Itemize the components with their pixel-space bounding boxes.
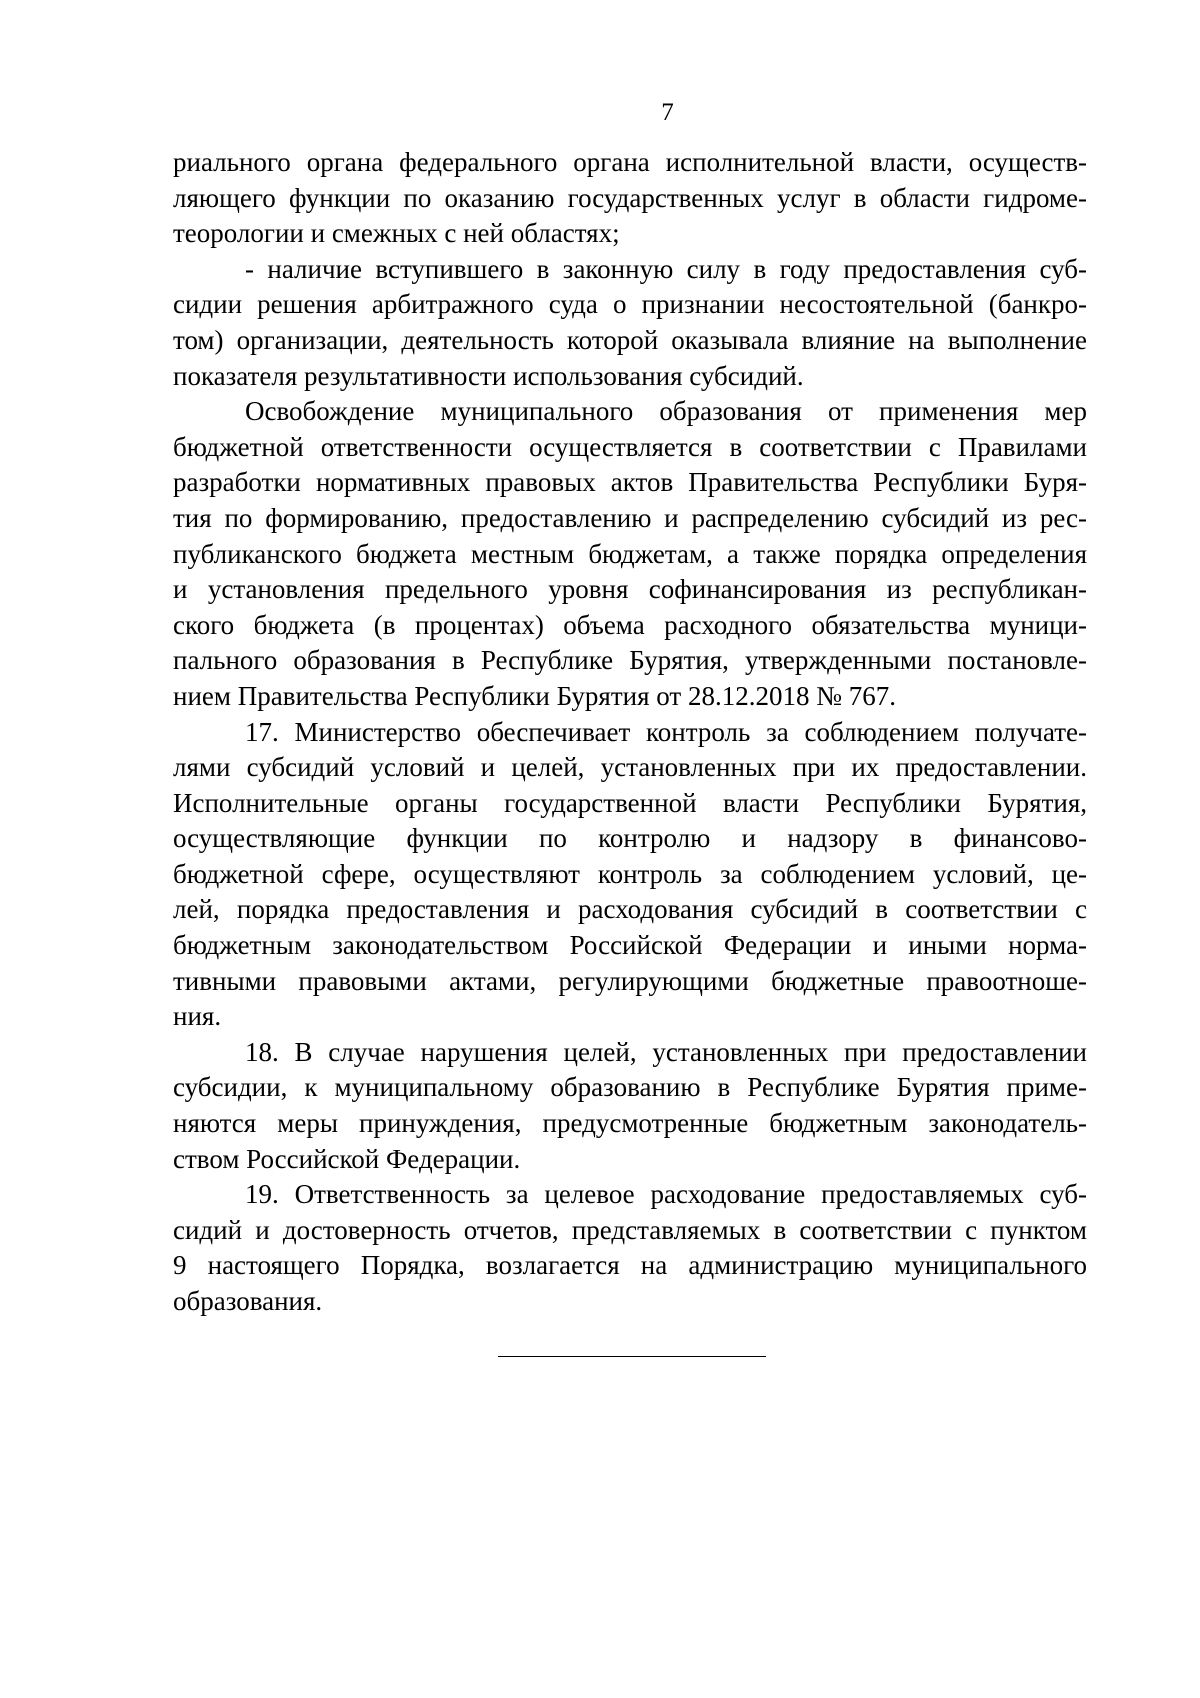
text-line: ством Российской Федерации.: [173, 1143, 521, 1174]
text-line: тия по формированию, предоставлению и распределению субсидий из рес-: [173, 502, 1087, 533]
text-line: лей, порядка предоставления и расходования субсидий в соответствии с: [173, 894, 1087, 925]
paragraph: [173, 715, 1087, 1035]
text-line: разработки нормативных правовых актов Правительства Республики Буря-: [173, 467, 1087, 498]
paragraph: [173, 1035, 1087, 1177]
text-line: образования.: [173, 1286, 323, 1316]
paragraph: [173, 394, 1087, 714]
text-line: Освобождение муниципального образования от применения мер: [245, 396, 1087, 427]
text-line: 17. Министерство обеспечивает контроль за соблюдением получате-: [245, 716, 1087, 747]
text-line: 19. Ответственность за целевое расходование предоставляемых суб-: [245, 1179, 1087, 1210]
text-line: 18. В случае нарушения целей, установленных при предоставлении: [245, 1036, 1087, 1067]
paragraph: [173, 252, 1087, 394]
text-line: ния.: [173, 1001, 222, 1032]
text-line: бюджетной сфере, осуществляют контроль за соблюдением условий, це-: [173, 858, 1087, 889]
text-line: публиканского бюджета местным бюджетам, а также порядка определения: [173, 538, 1087, 569]
text-line: осуществляющие функции по контролю и надзору в финансово-: [173, 823, 1087, 854]
paragraph: [173, 1177, 1087, 1319]
text-line: няются меры принуждения, предусмотренные бюджетным законодатель-: [173, 1108, 1087, 1139]
text-line: показателя результативности использования субсидий.: [173, 360, 804, 391]
text-line: пального образования в Республике Бурятия, утвержденными постановле-: [173, 645, 1087, 676]
paragraph: [173, 145, 1087, 252]
end-of-document-rule: [498, 1356, 766, 1357]
text-line: сидии решения арбитражного суда о признании несостоятельной (банкро-: [173, 289, 1087, 320]
text-line: - наличие вступившего в законную силу в году предоставления суб-: [245, 253, 1087, 284]
text-line: лями субсидий условий и целей, установленных при их предоставлении.: [173, 752, 1087, 783]
text-line: ского бюджета (в процентах) объема расходного обязательства муници-: [173, 609, 1087, 640]
text-line: риального органа федерального органа исполнительной власти, осуществ-: [173, 147, 1087, 177]
text-line: сидий и достоверность отчетов, представляемых в соответствии с пунктом: [173, 1214, 1087, 1245]
text-line: 9 настоящего Порядка, возлагается на администрацию муниципального: [173, 1250, 1087, 1281]
text-line: бюджетным законодательством Российской Федерации и иными норма-: [173, 930, 1087, 961]
text-line: нием Правительства Республики Бурятия от 28.12.2018 № 767.: [173, 680, 896, 711]
text-line: Исполнительные органы государственной власти Республики Бурятия,: [173, 787, 1087, 818]
text-line: и установления предельного уровня софинансирования из республикан-: [173, 574, 1087, 605]
text-line: теорологии и смежных с ней областях;: [173, 218, 620, 249]
text-line: бюджетной ответственности осуществляется в соответствии с Правилами: [173, 431, 1087, 462]
page-number: 7: [661, 99, 674, 126]
text-line: ляющего функции по оказанию государственных услуг в области гидроме-: [173, 182, 1087, 213]
text-line: тивными правовыми актами, регулирующими бюджетные правоотноше-: [173, 965, 1087, 996]
body-text: [173, 145, 1087, 1320]
text-line: субсидии, к муниципальному образованию в Республике Бурятия приме-: [173, 1072, 1087, 1103]
text-line: том) организации, деятельность которой оказывала влияние на выполнение: [173, 324, 1087, 355]
